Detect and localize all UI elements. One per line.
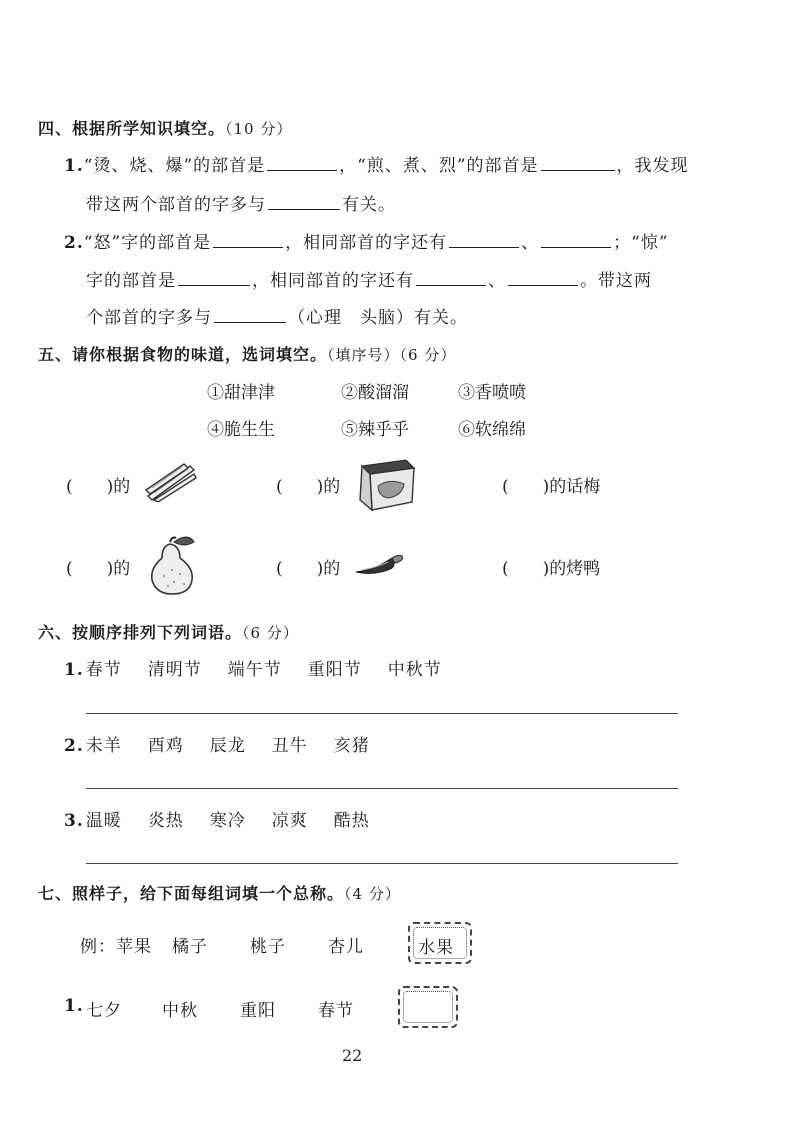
question-number: 1. [64, 996, 84, 1016]
answer-paren[interactable]: ( ) [502, 477, 550, 497]
question-text: ，相同部首的字还有 [252, 271, 414, 291]
section-title: 五、请你根据食物的味道，选词填空。 [38, 345, 328, 364]
answer-line[interactable] [86, 863, 678, 864]
food-item-1 [66, 472, 130, 497]
question-text: 有关。 [342, 195, 396, 215]
answer-paren[interactable]: ( ) [502, 559, 550, 579]
page-number: 22 [342, 1046, 363, 1065]
q4-2-line1 [64, 228, 669, 253]
q7-word: 七夕 [86, 1001, 122, 1021]
word: 丑牛 [271, 736, 308, 756]
q4-1-line1 [64, 151, 689, 176]
answer-blank[interactable] [416, 269, 486, 286]
question-text: 、 [488, 271, 506, 291]
example-word: 橘子 [172, 937, 208, 957]
question-text: ；“惊” [613, 233, 669, 253]
answer-blank[interactable] [449, 231, 519, 248]
word: 清明节 [147, 660, 202, 680]
question-number: 3. [64, 811, 84, 831]
answer-blank[interactable] [214, 306, 286, 323]
word: 辰龙 [209, 736, 246, 756]
q4-2-line3 [86, 303, 468, 328]
q4-1-line2 [86, 190, 396, 215]
item-text: 的 [323, 559, 341, 579]
food-item-6 [502, 554, 600, 579]
q6-2 [64, 731, 396, 756]
question-number: 1. [64, 156, 84, 176]
option-1: ①甜津津 [207, 383, 275, 403]
word: 中秋节 [387, 660, 442, 680]
example-label: 例：苹果 [80, 937, 152, 957]
option-3: ③香喷喷 [458, 383, 526, 403]
food-item-5 [276, 554, 340, 579]
item-text: 的话梅 [549, 477, 601, 497]
word: 凉爽 [271, 811, 308, 831]
word: 亥猪 [333, 736, 370, 756]
question-text: “烫、烧、爆”的部首是 [83, 156, 266, 176]
answer-blank[interactable] [508, 269, 578, 286]
word: 酷热 [333, 811, 370, 831]
answer-blank[interactable] [178, 269, 250, 286]
option-4: ④脆生生 [207, 420, 275, 440]
option-6: ⑥软绵绵 [458, 420, 526, 440]
answer-paren[interactable]: ( ) [66, 559, 114, 579]
answer-line[interactable] [86, 713, 678, 714]
q7-word: 重阳 [240, 1001, 276, 1021]
section-title: 七、照样子，给下面每组词填一个总称。 [38, 884, 345, 903]
food-item-4 [66, 554, 130, 579]
q7-word: 春节 [318, 1001, 354, 1021]
word: 炎热 [147, 811, 184, 831]
question-number: 2. [64, 736, 84, 756]
section-points: （填序号）（6 分） [327, 346, 457, 364]
section-4-heading [38, 116, 292, 139]
q7-word: 中秋 [162, 1001, 198, 1021]
question-text: 字的部首是 [86, 271, 176, 291]
word: 酉鸡 [147, 736, 184, 756]
question-text: ，“煎、煮、烈”的部首是 [339, 156, 539, 176]
section-6-heading [38, 620, 299, 643]
section-title: 六、按顺序排列下列词语。 [38, 623, 243, 642]
question-number: 2. [64, 233, 84, 253]
item-text: 的烤鸭 [549, 559, 601, 579]
answer-blank[interactable] [541, 231, 611, 248]
section-title: 四、根据所学知识填空。 [38, 119, 226, 138]
question-text: 。带这两 [580, 271, 652, 291]
word: 温暖 [85, 811, 122, 831]
answer-paren[interactable]: ( ) [276, 477, 324, 497]
example-word: 杏儿 [328, 937, 364, 957]
q6-3 [64, 806, 396, 831]
word: 春节 [85, 660, 122, 680]
question-text: 、 [521, 233, 540, 253]
example-word: 桃子 [250, 937, 286, 957]
answer-box[interactable] [398, 986, 458, 1028]
question-text: （心理 头脑）有关。 [288, 308, 468, 328]
food-item-3 [502, 472, 600, 497]
example-answer-box [408, 922, 472, 964]
answer-blank[interactable] [268, 193, 340, 210]
section-points: （4 分） [344, 885, 401, 903]
item-text: 的 [113, 559, 131, 579]
answer-blank[interactable] [541, 154, 615, 171]
section-5-heading [38, 342, 456, 365]
item-text: 的 [113, 477, 131, 497]
question-text: 带这两个部首的字多与 [86, 195, 266, 215]
example-answer: 水果 [418, 938, 454, 958]
question-number: 1. [64, 660, 84, 680]
question-text: “怒”字的部首是 [83, 233, 212, 253]
option-2: ②酸溜溜 [341, 383, 409, 403]
question-text: 个部首的字多与 [86, 308, 212, 328]
q4-2-line2 [86, 266, 652, 291]
question-text: ，相同部首的字还有 [285, 233, 448, 253]
section-7-heading [38, 881, 401, 904]
answer-paren[interactable]: ( ) [66, 477, 114, 497]
option-5: ⑤辣乎乎 [341, 420, 409, 440]
section-points: （10 分） [225, 120, 293, 138]
answer-blank[interactable] [213, 231, 283, 248]
item-text: 的 [323, 477, 341, 497]
answer-blank[interactable] [267, 154, 337, 171]
word: 重阳节 [307, 660, 362, 680]
pear-icon [144, 534, 200, 596]
chili-pepper-icon [354, 550, 406, 576]
word: 端午节 [227, 660, 282, 680]
answer-paren[interactable]: ( ) [276, 559, 324, 579]
q6-1 [64, 655, 468, 680]
bread-icon [354, 456, 418, 512]
q7-1-number [64, 996, 84, 1016]
section-points: （6 分） [242, 624, 299, 642]
question-text: ，我发现 [616, 156, 689, 176]
word: 未羊 [85, 736, 122, 756]
french-fries-icon [144, 460, 198, 502]
answer-line[interactable] [86, 788, 678, 789]
word: 寒冷 [209, 811, 246, 831]
food-item-2 [276, 472, 340, 497]
